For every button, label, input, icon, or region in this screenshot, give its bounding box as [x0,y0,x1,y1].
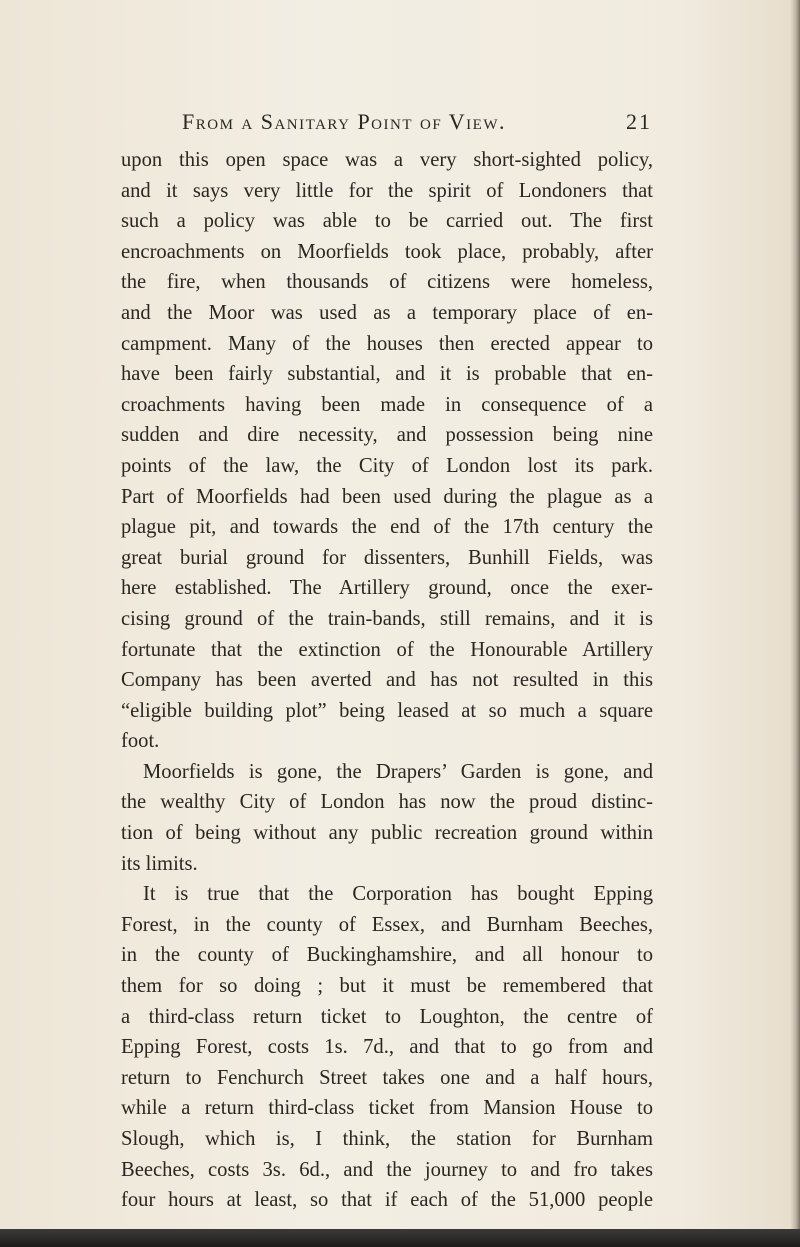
text-line: four hours at least, so that if each of the 51,000 people [121,1189,653,1212]
text-line: in the county of Buckinghamshire, and all honour to [121,944,653,967]
text-line: Slough, which is, I think, the station for Burnham [121,1128,653,1150]
text-line: “eligible building plot” being leased at so much a square [121,699,653,722]
text-line: upon this open space was a very short-sighted policy, [121,149,653,171]
text-line: here established. The Artillery ground, once the exer- [121,577,653,600]
text-line: them for so doing ; but it must be remembered that [121,975,653,998]
text-line: great burial ground for dissenters, Bunhill Fields, was [121,546,653,569]
header-title: From a Sanitary Point of View. [182,109,506,134]
scan-bottom-edge [0,1229,800,1247]
text-line: croachments having been made in consequence of a [121,393,653,416]
text-line: foot. [121,730,160,753]
text-line: the fire, when thousands of citizens were homeless, [121,271,653,294]
body-text [121,145,653,1216]
text-line: cising ground of the train-bands, still remains, and it is [121,607,653,630]
text-line: its limits. [121,852,198,875]
text-line: and it says very little for the spirit of Londoners that [121,179,653,202]
text-line: points of the law, the City of London lost its park. [121,454,653,477]
page-edge-shadow [790,0,800,1247]
text-line: Epping Forest, costs 1s. 7d., and that to go from and [121,1036,653,1059]
text-line: Part of Moorfields had been used during the plague as a [121,485,653,508]
text-line: such a policy was able to be carried out. The first [121,210,653,233]
text-line: a third-class return ticket to Loughton, the centre of [121,1005,653,1028]
text-line: and the Moor was used as a temporary place of en- [121,301,653,324]
text-line: Beeches, costs 3s. 6d., and the journey to and fro takes [121,1158,653,1181]
text-line: Moorfields is gone, the Drapers’ Garden is gone, and [143,760,653,783]
text-line: tion of being without any public recreation ground within [121,822,653,845]
text-line: It is true that the Corporation has bought Epping [143,883,653,906]
text-line: sudden and dire necessity, and possession being nine [121,424,653,447]
text-line: the wealthy City of London has now the proud distinc- [121,791,653,814]
text-line: fortunate that the extinction of the Honourable Artillery [121,638,653,661]
text-line: return to Fenchurch Street takes one and a half hours, [121,1066,653,1089]
running-header [182,109,652,139]
text-line: while a return third-class ticket from Mansion House to [121,1097,653,1120]
text-line: Forest, in the county of Essex, and Burnham Beeches, [121,913,653,936]
text-line: have been fairly substantial, and it is probable that en- [121,363,653,386]
text-line: plague pit, and towards the end of the 17th century the [121,516,653,539]
text-line: encroachments on Moorfields took place, probably, after [121,240,653,263]
text-line: Company has been averted and has not resulted in this [121,669,653,692]
page-number: 21 [626,109,652,134]
text-line: campment. Many of the houses then erected appear to [121,332,653,355]
